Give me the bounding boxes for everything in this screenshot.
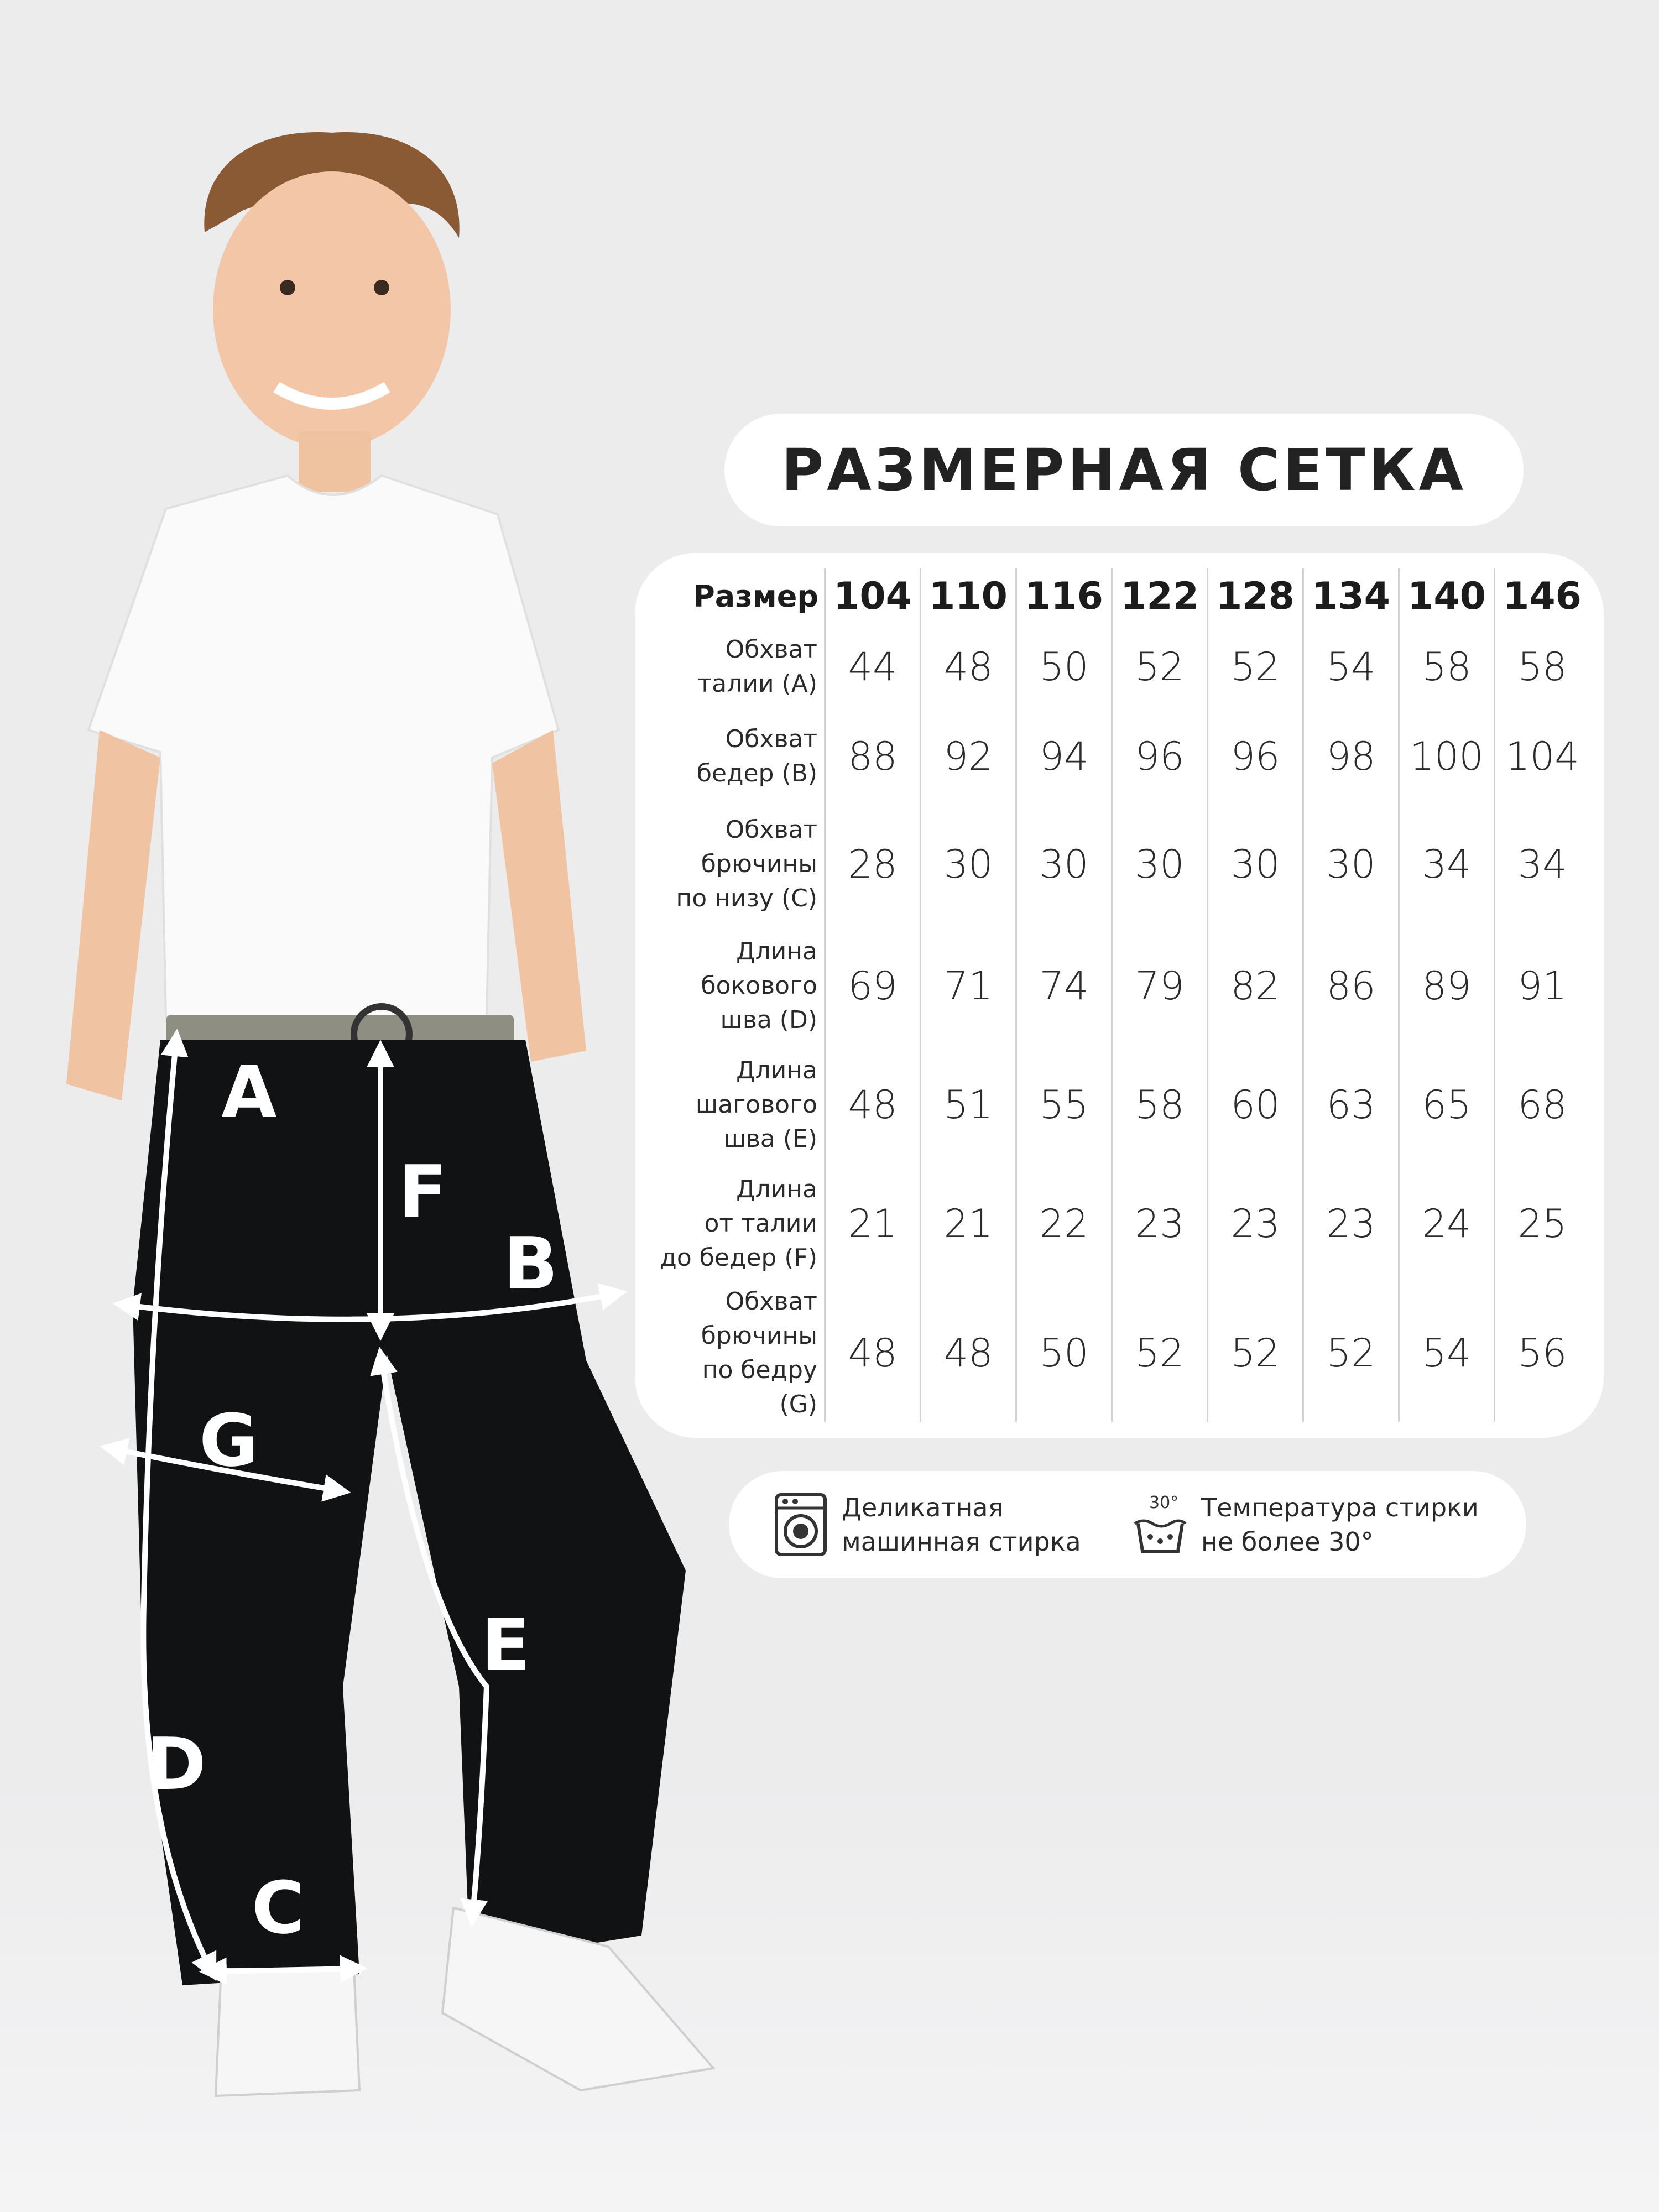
table-cell: 86: [1303, 925, 1399, 1047]
table-cell: 68: [1495, 1047, 1590, 1163]
table-cell: 52: [1112, 624, 1208, 709]
table-cell: 30: [1303, 804, 1399, 925]
letter-a: A: [221, 1050, 277, 1134]
care-wash-line1: Деликатная: [842, 1493, 1004, 1522]
row-label: [658, 1285, 825, 1422]
letter-g: G: [199, 1399, 258, 1483]
row-label-line: до бедер (F): [660, 1244, 817, 1272]
table-cell: 79: [1112, 925, 1208, 1047]
row-label-line: бокового: [701, 972, 817, 1000]
table-cell: 23: [1303, 1163, 1399, 1285]
table-cell: 48: [921, 624, 1016, 709]
row-label-line: шва (E): [723, 1125, 817, 1153]
table-cell: 100: [1399, 709, 1495, 804]
row-label-line: Обхват: [725, 1287, 817, 1316]
table-cell: 34: [1399, 804, 1495, 925]
table-cell: 28: [825, 804, 921, 925]
row-label-line: талии (A): [697, 669, 817, 698]
header-label: Размер: [693, 578, 818, 614]
table-cell: 21: [921, 1163, 1016, 1285]
header-size: 128: [1208, 568, 1303, 624]
table-cell: 55: [1016, 1047, 1112, 1163]
row-label-line: Длина: [736, 937, 817, 966]
table-cell: 54: [1303, 624, 1399, 709]
table-row: [658, 1047, 1589, 1163]
table-row: [658, 1163, 1589, 1285]
table-cell: 23: [1112, 1163, 1208, 1285]
row-label-line: шагового: [695, 1091, 817, 1119]
header-size: 134: [1303, 568, 1399, 624]
row-label-line: Обхват: [725, 725, 817, 753]
table-cell: 63: [1303, 1047, 1399, 1163]
table-cell: 52: [1112, 1285, 1208, 1422]
page-title: РАЗМЕРНАЯ СЕТКА: [781, 436, 1467, 504]
row-label-line: от талии: [704, 1209, 817, 1238]
table-cell: 30: [1016, 804, 1112, 925]
header-size: 146: [1495, 568, 1590, 624]
table-cell: 48: [825, 1047, 921, 1163]
table-cell: 88: [825, 709, 921, 804]
table-cell: 65: [1399, 1047, 1495, 1163]
table-cell: 58: [1399, 624, 1495, 709]
table-cell: 48: [825, 1285, 921, 1422]
letter-b: B: [503, 1222, 559, 1306]
table-row: [658, 1285, 1589, 1422]
table-cell: 82: [1208, 925, 1303, 1047]
table-cell: 54: [1399, 1285, 1495, 1422]
letter-d: D: [147, 1722, 206, 1806]
table-cell: 98: [1303, 709, 1399, 804]
size-table: [658, 568, 1589, 1422]
table-cell: 58: [1495, 624, 1590, 709]
table-cell: 48: [921, 1285, 1016, 1422]
table-cell: 58: [1112, 1047, 1208, 1163]
table-cell: 50: [1016, 1285, 1112, 1422]
table-cell: 44: [825, 624, 921, 709]
wash-basin-icon: [1133, 1491, 1188, 1558]
table-cell: 30: [1112, 804, 1208, 925]
table-cell: 56: [1495, 1285, 1590, 1422]
row-label-line: бедер (B): [696, 759, 817, 787]
table-header-row: [658, 568, 1589, 624]
table-cell: 104: [1495, 709, 1590, 804]
basin-temp-label: 30°: [1149, 1493, 1179, 1512]
header-size: 140: [1399, 568, 1495, 624]
table-cell: 25: [1495, 1163, 1590, 1285]
letter-c: C: [252, 1866, 305, 1950]
title-pill: [724, 414, 1524, 526]
row-label-line: Обхват: [725, 816, 817, 844]
row-label: [658, 624, 825, 709]
header-size: 116: [1016, 568, 1112, 624]
row-label-line: по низу (C): [676, 884, 817, 912]
row-label-line: Длина: [736, 1056, 817, 1084]
table-cell: 30: [1208, 804, 1303, 925]
care-wash: [773, 1490, 1081, 1559]
care-instructions: [729, 1471, 1526, 1578]
row-label: [658, 804, 825, 925]
row-label-line: брючины: [701, 850, 817, 878]
table-cell: 92: [921, 709, 1016, 804]
table-cell: 60: [1208, 1047, 1303, 1163]
row-label: [658, 1163, 825, 1285]
table-cell: 52: [1208, 624, 1303, 709]
table-row: [658, 925, 1589, 1047]
row-label: [658, 1047, 825, 1163]
table-row: [658, 709, 1589, 804]
row-label-line: по бедру (G): [702, 1356, 817, 1418]
table-cell: 96: [1208, 709, 1303, 804]
table-cell: 34: [1495, 804, 1590, 925]
table-cell: 96: [1112, 709, 1208, 804]
table-cell: 30: [921, 804, 1016, 925]
care-temperature: [1133, 1490, 1479, 1559]
table-cell: 89: [1399, 925, 1495, 1047]
table-row: [658, 624, 1589, 709]
table-cell: 94: [1016, 709, 1112, 804]
row-label-line: Длина: [736, 1175, 817, 1203]
table-cell: 51: [921, 1047, 1016, 1163]
header-size: 104: [825, 568, 921, 624]
table-cell: 71: [921, 925, 1016, 1047]
table-cell: 52: [1208, 1285, 1303, 1422]
header-size: 110: [921, 568, 1016, 624]
row-label-line: брючины: [701, 1322, 817, 1350]
table-cell: 23: [1208, 1163, 1303, 1285]
letter-e: E: [481, 1603, 530, 1687]
table-cell: 50: [1016, 624, 1112, 709]
row-label: [658, 709, 825, 804]
care-wash-line2: машинная стирка: [842, 1527, 1081, 1557]
care-temp-line2: не более 30°: [1201, 1527, 1374, 1557]
row-label-line: Обхват: [725, 635, 817, 664]
row-label-line: шва (D): [720, 1006, 817, 1034]
table-cell: 91: [1495, 925, 1590, 1047]
table-cell: 69: [825, 925, 921, 1047]
washing-machine-icon: [773, 1491, 828, 1558]
size-table-card: [635, 553, 1604, 1438]
header-size: 122: [1112, 568, 1208, 624]
table-cell: 24: [1399, 1163, 1495, 1285]
letter-f: F: [398, 1150, 447, 1234]
table-cell: 74: [1016, 925, 1112, 1047]
table-cell: 52: [1303, 1285, 1399, 1422]
row-label: [658, 925, 825, 1047]
table-row: [658, 804, 1589, 925]
table-cell: 21: [825, 1163, 921, 1285]
table-cell: 22: [1016, 1163, 1112, 1285]
care-temp-line1: Температура стирки: [1201, 1493, 1479, 1522]
